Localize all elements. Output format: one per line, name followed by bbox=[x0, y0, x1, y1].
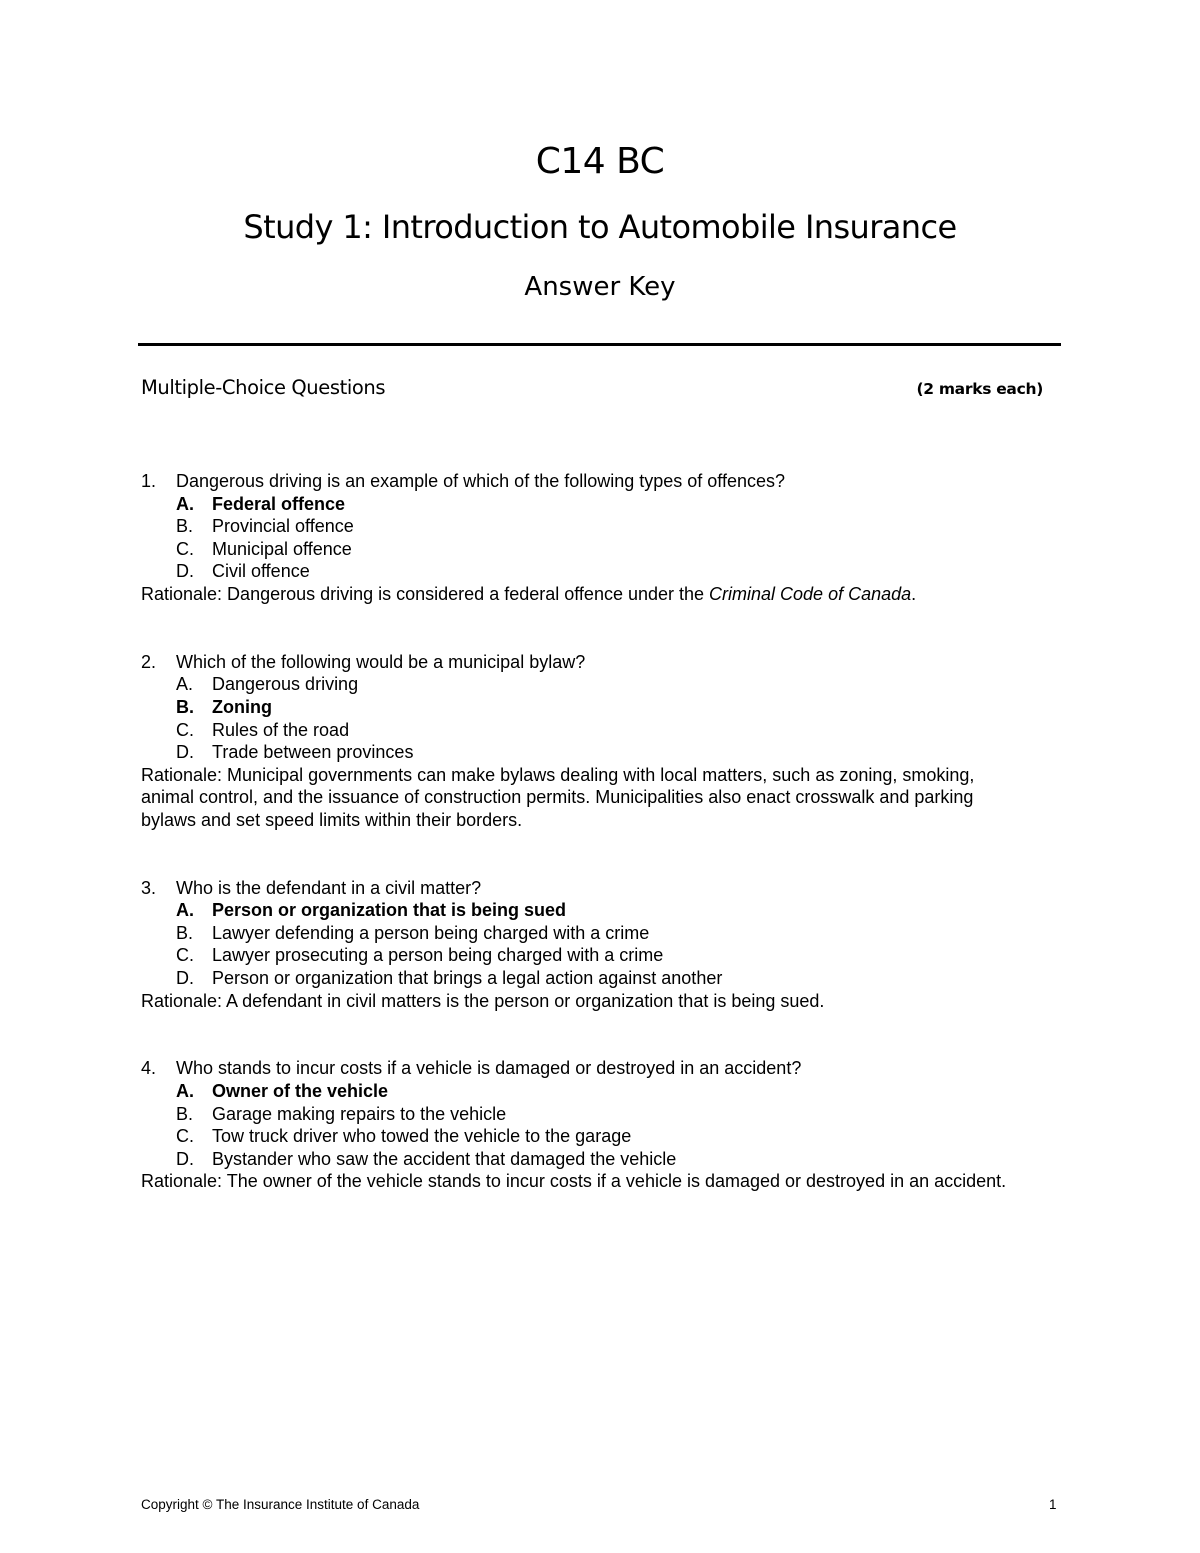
option-text: Provincial offence bbox=[212, 516, 354, 537]
option-text: Owner of the vehicle bbox=[212, 1081, 389, 1102]
question-stem bbox=[141, 470, 1071, 493]
option-c bbox=[141, 1125, 1071, 1148]
option-c bbox=[141, 538, 1071, 561]
study-title: Study 1: Introduction to Automobile Insurance bbox=[243, 208, 957, 246]
option-a bbox=[141, 899, 1071, 922]
rationale-citation: Criminal Code of Canada bbox=[709, 583, 912, 604]
option-text: Tow truck driver who towed the vehicle to the garage bbox=[212, 1126, 632, 1147]
question-3 bbox=[141, 877, 1071, 1013]
option-b bbox=[141, 515, 1071, 538]
option-text: Person or organization that is being sued bbox=[212, 900, 567, 921]
question-2 bbox=[141, 651, 1071, 832]
option-c bbox=[141, 944, 1071, 967]
option-letter: C. bbox=[176, 945, 194, 966]
option-letter: A. bbox=[176, 900, 194, 921]
option-letter: D. bbox=[176, 1148, 194, 1169]
question-text: Which of the following would be a municipal bylaw? bbox=[176, 651, 586, 672]
question-1 bbox=[141, 470, 1071, 606]
question-text: Who is the defendant in a civil matter? bbox=[176, 877, 482, 898]
option-d bbox=[141, 560, 1071, 583]
question-number: 1. bbox=[141, 471, 157, 491]
option-text: Municipal offence bbox=[212, 538, 352, 559]
option-text: Rules of the road bbox=[212, 719, 350, 740]
option-d bbox=[141, 967, 1071, 990]
option-letter: A. bbox=[176, 674, 194, 695]
rationale-line: animal control, and the issuance of construction permits. Municipalities also enact crosswalk and parking bbox=[141, 787, 974, 808]
option-text: Civil offence bbox=[212, 561, 310, 582]
rationale-end: . bbox=[911, 583, 917, 604]
option-text: Zoning bbox=[212, 696, 272, 717]
option-letter: B. bbox=[176, 922, 194, 943]
option-letter: D. bbox=[176, 561, 194, 582]
question-text: Who stands to incur costs if a vehicle is damaged or destroyed in an accident? bbox=[176, 1058, 802, 1079]
rationale: Rationale: The owner of the vehicle stands to incur costs if a vehicle is damaged or destroyed in an accident. bbox=[141, 1171, 1007, 1192]
option-text: Garage making repairs to the vehicle bbox=[212, 1103, 507, 1124]
option-d bbox=[141, 1148, 1071, 1171]
option-text: Lawyer defending a person being charged with a crime bbox=[212, 922, 650, 943]
option-text: Bystander who saw the accident that damaged the vehicle bbox=[212, 1148, 677, 1169]
option-letter: A. bbox=[176, 493, 194, 514]
section-heading: Multiple-Choice Questions bbox=[141, 376, 386, 399]
option-letter: D. bbox=[176, 742, 194, 763]
option-d bbox=[141, 741, 1071, 764]
option-c bbox=[141, 719, 1071, 742]
question-text: Dangerous driving is an example of which of the following types of offences? bbox=[176, 471, 786, 491]
option-letter: C. bbox=[176, 719, 194, 740]
answer-key-subtitle: Answer Key bbox=[524, 272, 676, 302]
question-number: 4. bbox=[141, 1058, 157, 1079]
option-letter: B. bbox=[176, 1103, 194, 1124]
question-list bbox=[141, 470, 1071, 1238]
page-number: 1 bbox=[1049, 1497, 1057, 1512]
question-number: 2. bbox=[141, 651, 157, 672]
rationale-line: Rationale: Municipal governments can make bylaws dealing with local matters, such as zoning, smoking, bbox=[141, 764, 975, 785]
option-b bbox=[141, 696, 1071, 719]
option-text: Person or organization that brings a legal action against another bbox=[212, 968, 723, 989]
option-text: Trade between provinces bbox=[212, 742, 414, 763]
header-divider bbox=[138, 343, 1061, 346]
copyright-notice: Copyright © The Insurance Institute of Canada bbox=[141, 1497, 420, 1512]
option-letter: A. bbox=[176, 1081, 194, 1102]
rationale: Rationale: A defendant in civil matters is the person or organization that is being sued. bbox=[141, 990, 825, 1011]
option-a bbox=[141, 1080, 1071, 1103]
option-a bbox=[141, 673, 1071, 696]
option-a bbox=[141, 493, 1071, 516]
option-text: Dangerous driving bbox=[212, 674, 359, 695]
rationale-text: Rationale: Dangerous driving is considered a federal offence under the bbox=[141, 583, 710, 604]
option-b bbox=[141, 922, 1071, 945]
option-letter: C. bbox=[176, 538, 194, 559]
marks-note: (2 marks each) bbox=[916, 380, 1043, 398]
rationale-line: bylaws and set speed limits within their borders. bbox=[141, 809, 523, 830]
option-letter: C. bbox=[176, 1126, 194, 1147]
question-stem bbox=[141, 1057, 1071, 1080]
option-letter: B. bbox=[176, 696, 194, 717]
option-text: Federal offence bbox=[212, 493, 346, 514]
option-b bbox=[141, 1103, 1071, 1126]
question-stem bbox=[141, 877, 1071, 900]
rationale bbox=[141, 764, 1071, 832]
option-letter: D. bbox=[176, 968, 194, 989]
question-stem bbox=[141, 651, 1071, 674]
option-letter: B. bbox=[176, 516, 194, 537]
option-text: Lawyer prosecuting a person being charged with a crime bbox=[212, 945, 664, 966]
question-number: 3. bbox=[141, 877, 157, 898]
course-code: C14 BC bbox=[535, 141, 665, 182]
question-4 bbox=[141, 1057, 1071, 1193]
rationale bbox=[141, 583, 1071, 606]
